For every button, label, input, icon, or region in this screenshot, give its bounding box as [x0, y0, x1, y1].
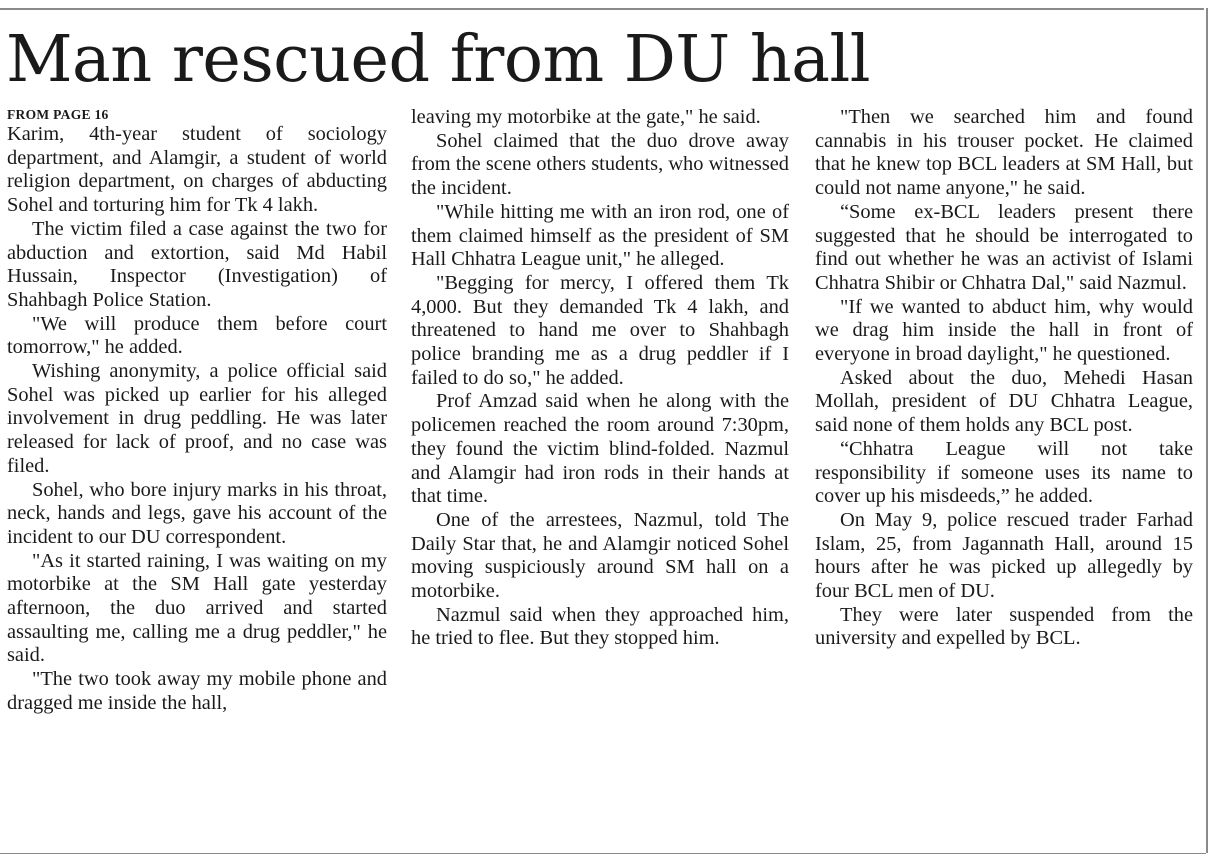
paragraph: One of the arrestees, Nazmul, told The Daily Star that, he and Alamgir noticed Sohel moving suspiciously around SM hall on a motorbike.	[411, 508, 789, 603]
paragraph: They were later suspended from the university and expelled by BCL.	[815, 603, 1193, 650]
paragraph: Asked about the duo, Mehedi Hasan Mollah, president of DU Chhatra League, said none of them holds any BCL post.	[815, 366, 1193, 437]
paragraph: Sohel claimed that the duo drove away from the scene others students, who witnessed the incident.	[411, 129, 789, 200]
paragraph: "While hitting me with an iron rod, one of them claimed himself as the president of SM Hall Chhatra League unit," he alleged.	[411, 200, 789, 271]
headline: Man rescued from DU hall	[6, 22, 871, 97]
paragraph: Karim, 4th-year student of sociology department, and Alamgir, a student of world religion department, on charges of abducting Sohel and torturing him for Tk 4 lakh.	[7, 123, 387, 217]
article-column-1	[7, 106, 387, 716]
paragraph: Nazmul said when they approached him, he tried to flee. But they stopped him.	[411, 603, 789, 650]
paragraph: Sohel, who bore injury marks in his throat, neck, hands and legs, gave his account of the incident to our DU correspondent.	[7, 478, 387, 548]
article-column-3	[815, 106, 1193, 651]
paragraph: “Some ex-BCL leaders present there suggested that he should be interrogated to find out whether he was an activist of Islami Chhatra Shibir or Chhatra Dal," said Nazmul.	[815, 200, 1193, 294]
article-column-2	[411, 106, 789, 651]
paragraph: "As it started raining, I was waiting on my motorbike at the SM Hall gate yesterday afternoon, the duo arrived and started assaulting me, calling me a drug peddler," he said.	[7, 549, 387, 667]
paragraph: leaving my motorbike at the gate," he said.	[411, 106, 761, 128]
top-rule	[0, 8, 1204, 10]
paragraph: On May 9, police rescued trader Farhad Islam, 25, from Jagannath Hall, around 15 hours after he was picked up allegedly by four BCL men of DU.	[815, 508, 1193, 603]
paragraph: "The two took away my mobile phone and dragged me inside the hall,	[7, 668, 387, 714]
paragraph: The victim filed a case against the two for abduction and extortion, said Md Habil Hussain, Inspector (Investigation) of Shahbagh Police Station.	[7, 217, 387, 311]
paragraph: "If we wanted to abduct him, why would we drag him inside the hall in front of everyone in broad daylight," he questioned.	[815, 295, 1193, 366]
bottom-rule	[0, 853, 1206, 854]
paragraph: "We will produce them before court tomorrow," he added.	[7, 312, 387, 359]
paragraph: "Begging for mercy, I offered them Tk 4,000. But they demanded Tk 4 lakh, and threatened to hand me over to Shahbagh police branding me as a drug peddler if I failed to do so," he added.	[411, 271, 789, 389]
paragraph: “Chhatra League will not take responsibility if someone uses its name to cover up his misdeeds,” he added.	[815, 437, 1193, 508]
paragraph: "Then we searched him and found cannabis in his trouser pocket. He claimed that he knew top BCL leaders at SM Hall, but could not name anyone," he said.	[815, 106, 1193, 200]
right-rule	[1206, 8, 1208, 853]
jump-line: FROM PAGE 16	[7, 107, 109, 122]
paragraph: Wishing anonymity, a police official said Sohel was picked up earlier for his alleged involvement in drug peddling. He was later released for lack of proof, and no case was filed.	[7, 360, 387, 477]
paragraph: Prof Amzad said when he along with the policemen reached the room around 7:30pm, they found the victim blind-folded. Nazmul and Alamgir had iron rods in their hands at that time.	[411, 390, 789, 508]
